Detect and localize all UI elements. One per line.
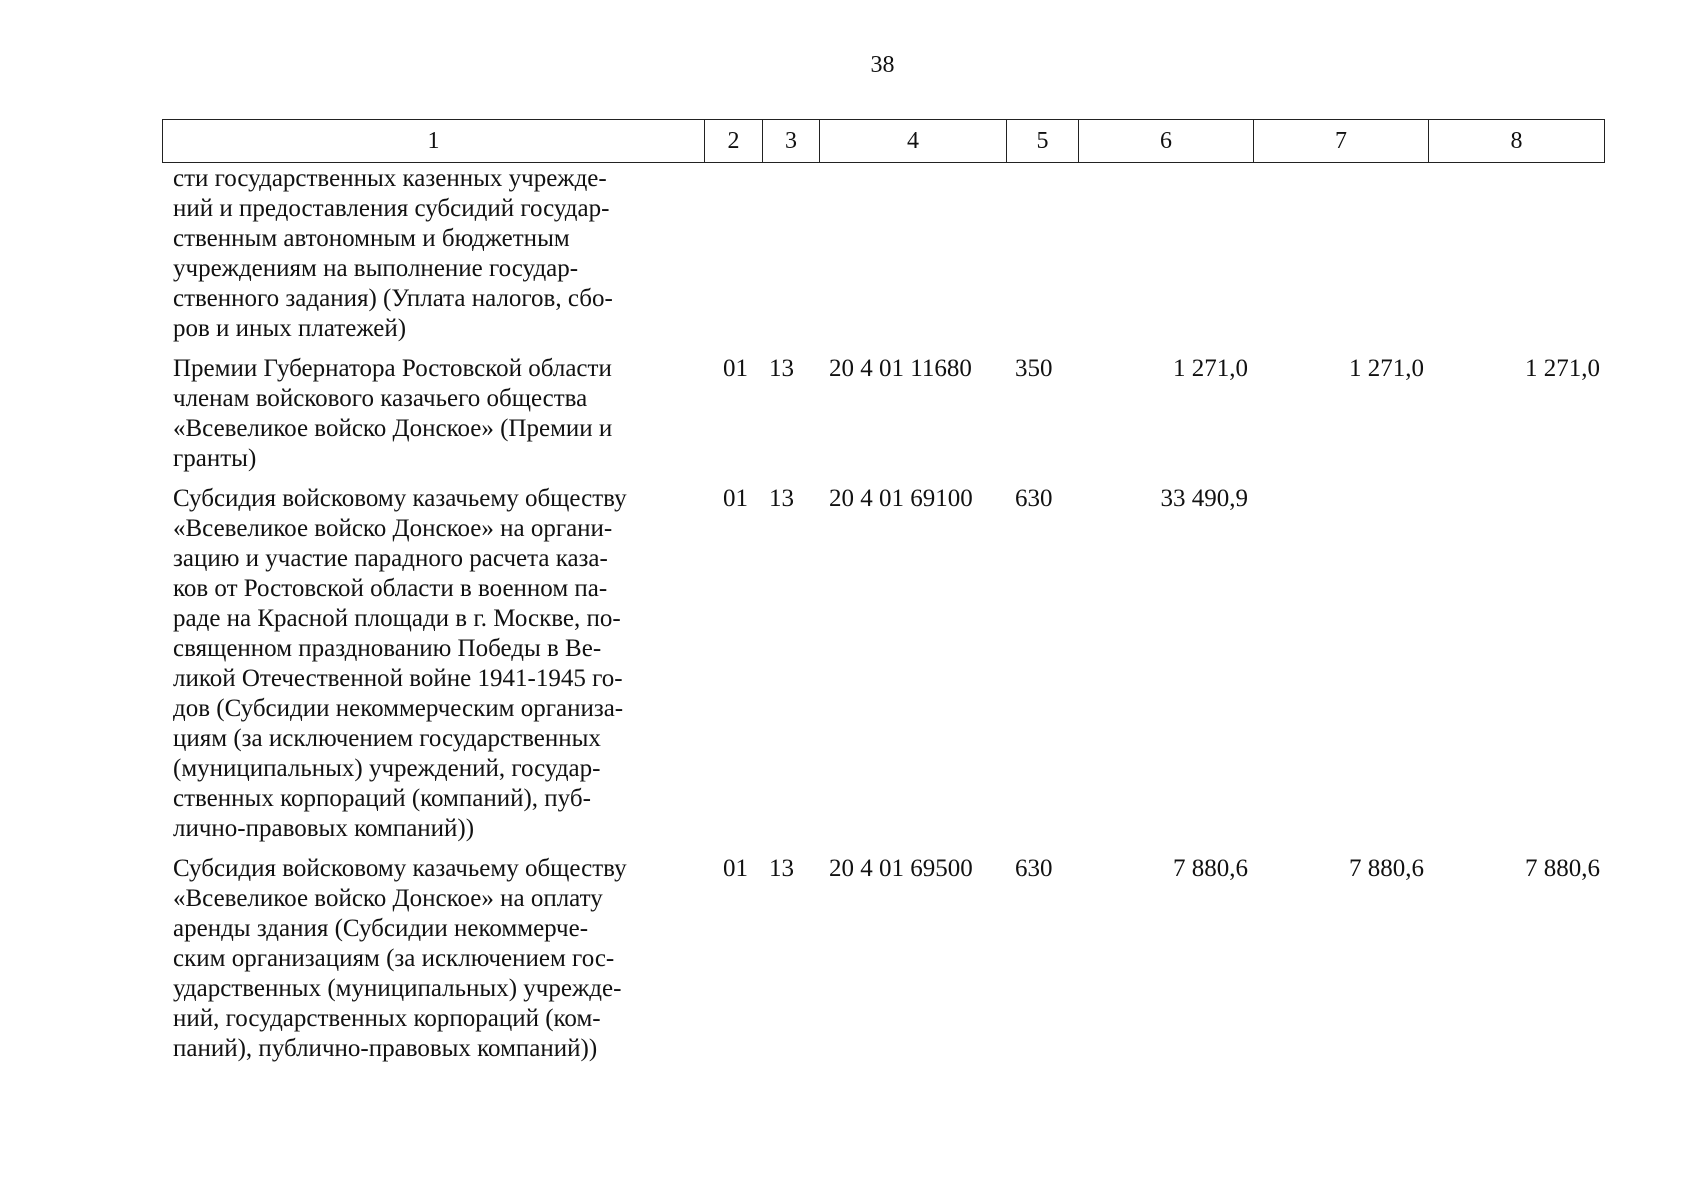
description-line: гранты) [173, 445, 257, 472]
target-article-code [817, 164, 1015, 344]
description-line: священном празднованию Победы в Ве- [173, 635, 602, 662]
description-line: «Всевеликое войско Донское» (Премии и [173, 415, 613, 442]
column-header-row [162, 119, 1605, 163]
description-line: ков от Ростовской области в военном па- [173, 575, 608, 602]
description-line: ственного задания) (Уплата налогов, сбо- [173, 285, 613, 312]
description-line: Субсидия войсковому казачьему обществу [173, 855, 627, 882]
amount-col-8 [1424, 484, 1600, 844]
target-article-code: 20 4 01 11680 [829, 355, 972, 382]
description-line: членам войскового казачьего общества [173, 385, 588, 412]
header-col-3: 3 [763, 120, 820, 163]
description-line: ударственных (муниципальных) учрежде- [173, 975, 622, 1002]
amount-col-6: 7 880,6 [1173, 855, 1248, 882]
header-col-4: 4 [820, 120, 1007, 163]
subsection-code: 13 [769, 485, 794, 512]
description-line: ственных корпораций (компаний), пуб- [173, 785, 591, 812]
description-line: аренды здания (Субсидии некоммерче- [173, 915, 589, 942]
table-row [162, 484, 1604, 844]
page-number: 38 [870, 52, 895, 78]
target-article-code: 20 4 01 69500 [829, 855, 973, 882]
header-col-1: 1 [163, 120, 705, 163]
description-line: «Всевеликое войско Донское» на оплату [173, 885, 603, 912]
header-col-7: 7 [1254, 120, 1429, 163]
description-line: сти государственных казенных учрежде- [173, 165, 607, 192]
row-description [162, 164, 704, 344]
description-line: ний и предоставления субсидий государ- [173, 195, 610, 222]
header-col-6: 6 [1079, 120, 1254, 163]
description-line: Премии Губернатора Ростовской области [173, 355, 612, 382]
description-line: зацию и участие парадного расчета каза- [173, 545, 608, 572]
header-col-2: 2 [705, 120, 763, 163]
row-description [162, 354, 704, 474]
header-col-8: 8 [1429, 120, 1605, 163]
description-line: «Всевеликое войско Донское» на органи- [173, 515, 613, 542]
table-row [162, 354, 1604, 474]
table-row [162, 164, 1604, 344]
description-line: циям (за исключением государственных [173, 725, 601, 752]
description-line: раде на Красной площади в г. Москве, по- [173, 605, 621, 632]
section-code [704, 164, 765, 344]
description-line: дов (Субсидии некоммерческим организа- [173, 695, 624, 722]
table-row [162, 854, 1604, 1064]
row-description [162, 484, 704, 844]
section-code: 01 [723, 855, 748, 882]
table-body [162, 164, 1604, 1064]
amount-col-8 [1424, 164, 1600, 344]
amount-col-6: 1 271,0 [1173, 355, 1248, 382]
section-code: 01 [723, 485, 748, 512]
expense-type-code: 350 [1015, 355, 1053, 382]
amount-col-7 [1248, 484, 1424, 844]
amount-col-6 [1067, 164, 1248, 344]
amount-col-6: 33 490,9 [1160, 485, 1248, 512]
description-line: лично-правовых компаний)) [173, 815, 475, 842]
subsection-code [765, 164, 817, 344]
amount-col-8: 1 271,0 [1525, 355, 1600, 382]
description-line: Субсидия войсковому казачьему обществу [173, 485, 627, 512]
description-line: ликой Отечественной войне 1941-1945 го- [173, 665, 623, 692]
description-line: ний, государственных корпораций (ком- [173, 1005, 601, 1032]
expense-type-code [1015, 164, 1067, 344]
description-line: ственным автономным и бюджетным [173, 225, 570, 252]
description-line: (муниципальных) учреждений, государ- [173, 755, 601, 782]
subsection-code: 13 [769, 355, 794, 382]
row-description [162, 854, 704, 1064]
description-line: паний), публично-правовых компаний)) [173, 1035, 598, 1062]
target-article-code: 20 4 01 69100 [829, 485, 973, 512]
section-code: 01 [723, 355, 748, 382]
description-line: ским организациям (за исключением гос- [173, 945, 615, 972]
expense-type-code: 630 [1015, 855, 1053, 882]
subsection-code: 13 [769, 855, 794, 882]
amount-col-7: 7 880,6 [1349, 855, 1424, 882]
description-line: учреждениям на выполнение государ- [173, 255, 579, 282]
amount-col-8: 7 880,6 [1525, 855, 1600, 882]
amount-col-7 [1248, 164, 1424, 344]
expense-type-code: 630 [1015, 485, 1053, 512]
description-line: ров и иных платежей) [173, 315, 407, 342]
header-col-5: 5 [1007, 120, 1079, 163]
amount-col-7: 1 271,0 [1349, 355, 1424, 382]
